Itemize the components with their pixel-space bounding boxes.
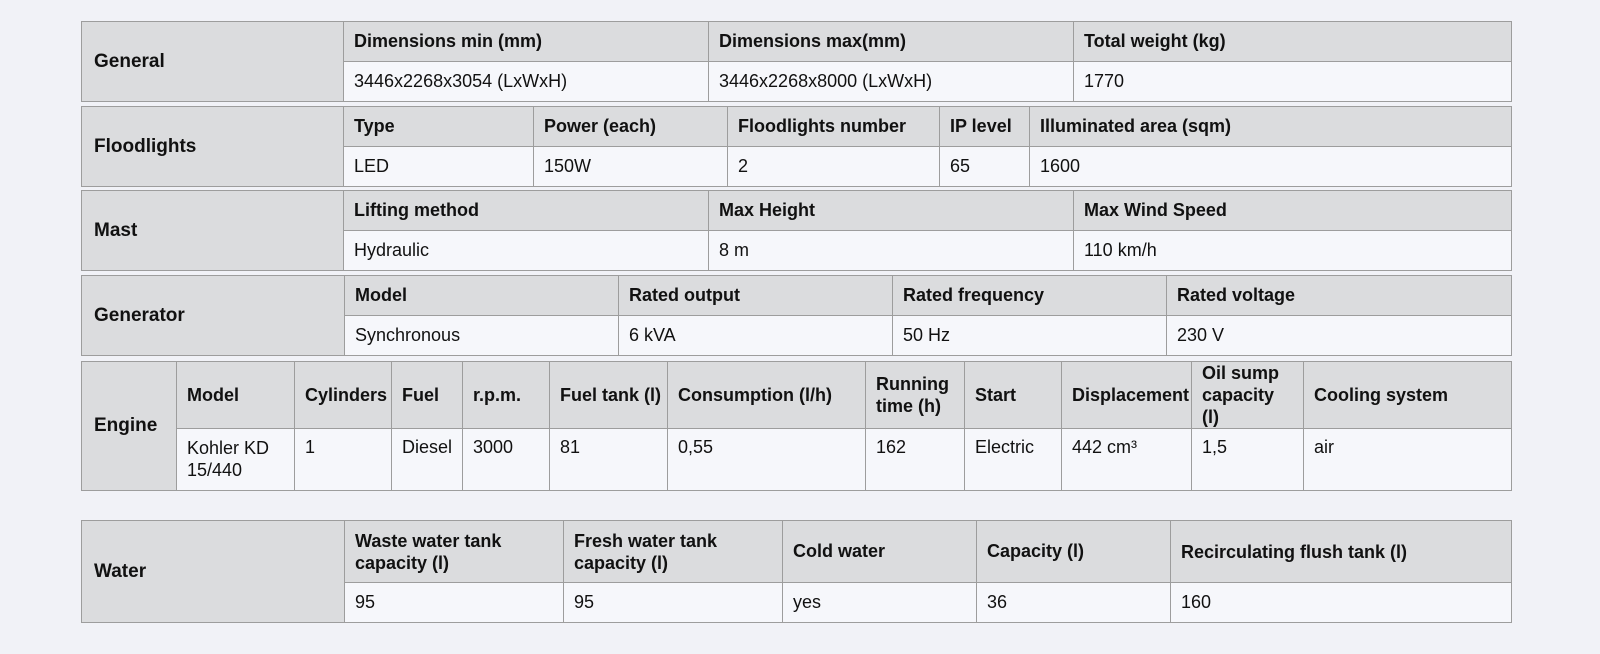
value-rated-output: 6 kVA: [619, 316, 893, 356]
header-fuel: Fuel: [392, 362, 463, 429]
value-oil-sump-capacity: 1,5: [1192, 429, 1304, 491]
header-displacement: Displacement: [1062, 362, 1192, 429]
value-running-time: 162: [866, 429, 965, 491]
value-displacement: 442 cm³: [1062, 429, 1192, 491]
header-oil-sump-capacity: Oil sump capacity (l): [1192, 362, 1304, 429]
header-lifting-method: Lifting method: [344, 191, 709, 231]
value-cooling-system: air: [1304, 429, 1512, 491]
header-model: Model: [345, 276, 619, 316]
value-consumption: 0,55: [668, 429, 866, 491]
water-table: [81, 520, 1512, 623]
value-cold-water: yes: [783, 583, 977, 623]
value-rated-frequency: 50 Hz: [893, 316, 1167, 356]
value-max-wind-speed: 110 km/h: [1074, 231, 1512, 271]
header-fuel-tank: Fuel tank (l): [550, 362, 668, 429]
value-total-weight: 1770: [1074, 62, 1512, 102]
header-rated-frequency: Rated frequency: [893, 276, 1167, 316]
floodlights-table: [81, 106, 1512, 187]
value-start: Electric: [965, 429, 1062, 491]
header-rated-voltage: Rated voltage: [1167, 276, 1512, 316]
header-max-height: Max Height: [709, 191, 1074, 231]
value-rpm: 3000: [463, 429, 550, 491]
value-engine-model: Kohler KD 15/440: [177, 429, 295, 491]
section-generator: Generator: [82, 276, 345, 356]
header-max-wind-speed: Max Wind Speed: [1074, 191, 1512, 231]
header-cylinders: Cylinders: [295, 362, 392, 429]
header-power: Power (each): [534, 107, 728, 147]
value-rated-voltage: 230 V: [1167, 316, 1512, 356]
section-mast: Mast: [82, 191, 344, 271]
value-cylinders: 1: [295, 429, 392, 491]
value-floodlights-number: 2: [728, 147, 940, 187]
value-illuminated-area: 1600: [1030, 147, 1512, 187]
value-fuel-tank: 81: [550, 429, 668, 491]
value-lifting-method: Hydraulic: [344, 231, 709, 271]
value-dimensions-max: 3446x2268x8000 (LxWxH): [709, 62, 1074, 102]
value-dimensions-min: 3446x2268x3054 (LxWxH): [344, 62, 709, 102]
header-capacity: Capacity (l): [977, 521, 1171, 583]
header-total-weight: Total weight (kg): [1074, 22, 1512, 62]
header-fresh-water-tank: Fresh water tank capacity (l): [564, 521, 783, 583]
header-illuminated-area: Illuminated area (sqm): [1030, 107, 1512, 147]
header-dimensions-max: Dimensions max(mm): [709, 22, 1074, 62]
value-model: Synchronous: [345, 316, 619, 356]
value-type: LED: [344, 147, 534, 187]
value-recirculating-flush-tank: 160: [1171, 583, 1512, 623]
header-cooling-system: Cooling system: [1304, 362, 1512, 429]
header-type: Type: [344, 107, 534, 147]
value-waste-water-tank: 95: [345, 583, 564, 623]
section-water: Water: [82, 521, 345, 623]
header-consumption: Consumption (l/h): [668, 362, 866, 429]
value-power: 150W: [534, 147, 728, 187]
header-rpm: r.p.m.: [463, 362, 550, 429]
header-running-time: Running time (h): [866, 362, 965, 429]
header-rated-output: Rated output: [619, 276, 893, 316]
value-fresh-water-tank: 95: [564, 583, 783, 623]
value-capacity: 36: [977, 583, 1171, 623]
section-general: General: [82, 22, 344, 102]
header-start: Start: [965, 362, 1062, 429]
value-max-height: 8 m: [709, 231, 1074, 271]
header-dimensions-min: Dimensions min (mm): [344, 22, 709, 62]
engine-table: [81, 361, 1512, 491]
header-engine-model: Model: [177, 362, 295, 429]
section-engine: Engine: [82, 362, 177, 491]
mast-table: [81, 190, 1512, 271]
header-ip-level: IP level: [940, 107, 1030, 147]
generator-table: [81, 275, 1512, 356]
header-recirculating-flush-tank: Recirculating flush tank (l): [1171, 521, 1512, 583]
value-ip-level: 65: [940, 147, 1030, 187]
header-waste-water-tank: Waste water tank capacity (l): [345, 521, 564, 583]
header-floodlights-number: Floodlights number: [728, 107, 940, 147]
header-cold-water: Cold water: [783, 521, 977, 583]
section-floodlights: Floodlights: [82, 107, 344, 187]
value-fuel: Diesel: [392, 429, 463, 491]
general-table: [81, 21, 1512, 102]
